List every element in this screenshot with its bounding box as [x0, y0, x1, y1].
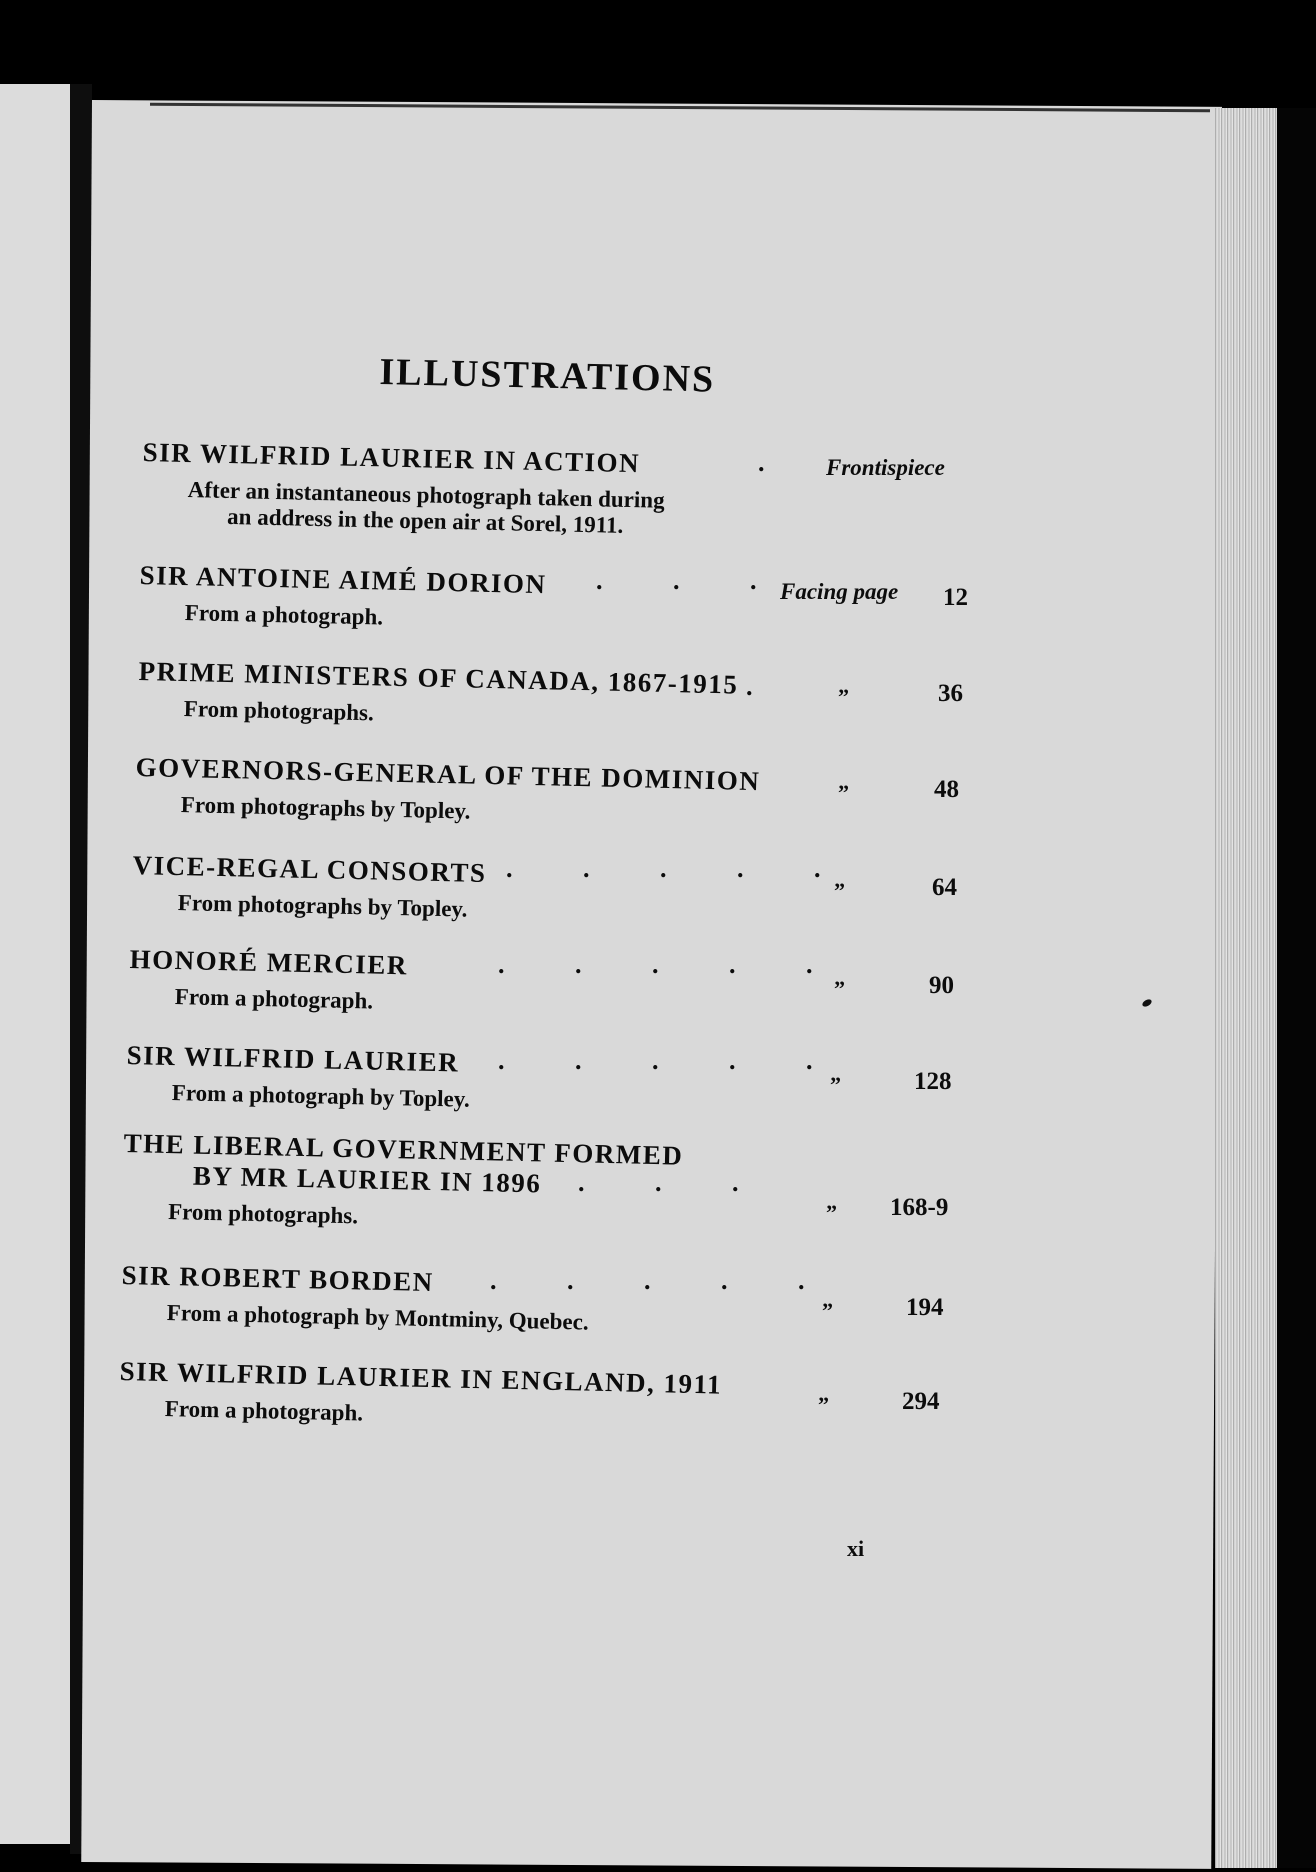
- dot-leader: . . . . .: [498, 1046, 845, 1075]
- ditto-mark: ”: [826, 1200, 837, 1225]
- illustration-source: From a photograph by Montminy, Quebec.: [166, 1300, 589, 1335]
- illustration-title-cont: BY MR LAURIER IN 1896: [192, 1160, 542, 1199]
- dot-leader: .: [758, 448, 797, 477]
- page-number: 48: [934, 776, 959, 803]
- illustration-title: SIR WILFRID LAURIER: [126, 1040, 460, 1078]
- list-item: [141, 437, 666, 540]
- illustration-title: THE LIBERAL GOVERNMENT FORMED: [123, 1128, 684, 1171]
- illustration-source: From a photograph by Topley.: [171, 1080, 471, 1112]
- illustration-title: SIR WILFRID LAURIER IN ENGLAND, 1911: [119, 1356, 723, 1400]
- page-number: 194: [906, 1294, 944, 1321]
- illustration-title: GOVERNORS-GENERAL OF THE DOMINION: [135, 752, 761, 797]
- page-number: 12: [943, 584, 968, 611]
- illustration-source: From photographs.: [183, 696, 375, 726]
- page-number: 36: [938, 680, 963, 707]
- list-item: [129, 944, 409, 1015]
- dot-leader: . . .: [596, 566, 789, 595]
- illustration-source: From photographs.: [167, 1199, 359, 1229]
- page-number: 64: [932, 874, 957, 901]
- list-item: [132, 850, 487, 923]
- list-item: [126, 1040, 471, 1113]
- page-number: 294: [902, 1388, 940, 1415]
- ditto-mark: ”: [838, 684, 849, 709]
- illustration-title: VICE-REGAL CONSORTS: [132, 850, 487, 889]
- illustration-source: From photographs by Topley.: [180, 792, 471, 824]
- dot-leader: . . .: [578, 1168, 771, 1197]
- list-item: [119, 1356, 723, 1435]
- ditto-mark: ”: [830, 1072, 841, 1097]
- illustration-source-cont: an address in the open air at Sorel, 1911.: [226, 503, 624, 538]
- folio-page-number: xi: [847, 1536, 865, 1561]
- ditto-mark: ”: [834, 976, 845, 1001]
- illustration-source: From a photograph.: [174, 984, 374, 1014]
- page-number: 90: [929, 972, 954, 999]
- illustration-source: From photographs by Topley.: [177, 890, 468, 922]
- illustration-title: SIR ROBERT BORDEN: [121, 1260, 435, 1298]
- ditto-mark: ”: [818, 1392, 829, 1417]
- ditto-mark: ”: [838, 780, 849, 805]
- illustration-title: SIR WILFRID LAURIER IN ACTION: [142, 437, 641, 479]
- page-heading: ILLUSTRATIONS: [379, 350, 716, 401]
- list-item: [135, 752, 761, 831]
- frontispiece-label: Frontispiece: [826, 455, 945, 480]
- facing-page-label: Facing page: [780, 579, 899, 604]
- illustration-title: SIR ANTOINE AIMÉ DORION: [139, 560, 547, 600]
- illustration-source: After an instantaneous photograph taken during: [187, 477, 665, 513]
- ditto-mark: ”: [834, 878, 845, 903]
- illustration-source: From a photograph.: [164, 1396, 364, 1426]
- list-item: [139, 560, 547, 634]
- page-number: 168-9: [890, 1194, 949, 1221]
- illustration-title: HONORÉ MERCIER: [129, 944, 409, 981]
- dot-leader: .: [746, 672, 785, 701]
- page-number: 128: [914, 1068, 952, 1095]
- list-item: [138, 656, 739, 735]
- illustration-title: PRIME MINISTERS OF CANADA, 1867-1915: [138, 656, 739, 700]
- ditto-mark: ”: [822, 1298, 833, 1323]
- dot-leader: . . . . .: [490, 1266, 837, 1295]
- illustration-source: From a photograph.: [184, 600, 384, 630]
- dot-leader: . . . . .: [498, 950, 845, 979]
- dot-leader: . . . . .: [506, 854, 853, 883]
